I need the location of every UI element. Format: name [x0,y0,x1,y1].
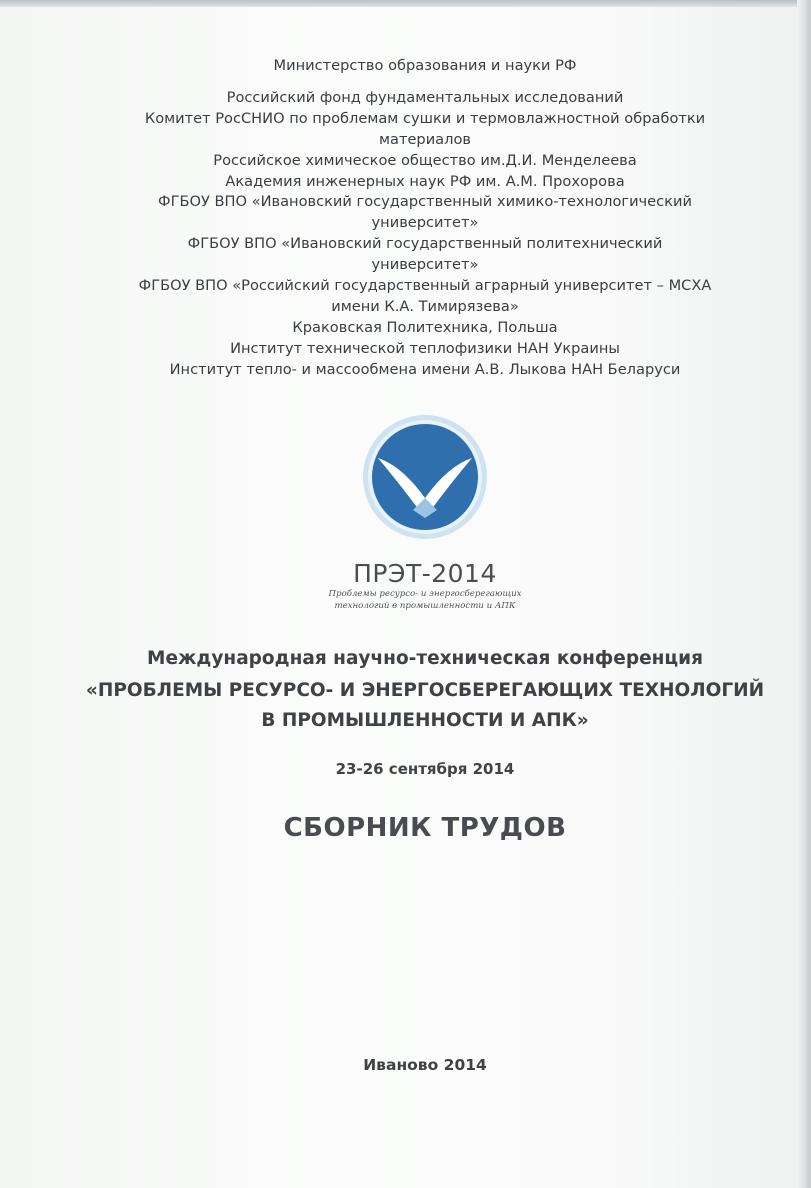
page-right-edge [797,0,811,1188]
conference-title [60,642,790,736]
conference-name-line2: В ПРОМЫШЛЕННОСТИ И АПК» [261,710,589,731]
page-top-edge [0,0,811,7]
organizer-line: Институт технической теплофизики НАН Украины [230,339,620,357]
organizer-line: Институт тепло- и массообмена имени А.В. Лыкова НАН Беларуси [169,360,681,378]
organizer-line: Академия инженерных наук РФ им. А.М. Прохорова [225,172,625,190]
organizer-line: Российское химическое общество им.Д.И. Менделеева [213,151,637,169]
organizer-line: ФГБОУ ВПО «Ивановский государственный химико-технологический [158,193,692,211]
conference-subtitle-line2: технологий в промышленности и АПК [334,600,516,611]
organizer-line: университет» [371,214,479,232]
organizers-list [130,56,720,381]
conference-abbreviation: ПРЭТ-2014 [353,559,497,588]
organizer-line: Комитет РосСНИО по проблемам сушки и термовлажностной обработки [144,109,706,127]
organizer-ministry: Министерство образования и науки РФ [273,57,577,74]
document-type-heading: СБОРНИК ТРУДОВ [283,813,567,843]
organizer-line: имени К.А. Тимирязева» [331,297,519,315]
organizer-line: материалов [379,130,471,148]
conference-emblem-svg [362,414,488,540]
conference-label [325,560,525,611]
conference-dates: 23-26 сентября 2014 [335,760,515,778]
publication-place-year: Иваново 2014 [363,1056,487,1074]
conference-type: Международная научно-техническая конференция [147,648,703,669]
conference-name-line1: «ПРОБЛЕМЫ РЕСУРСО- И ЭНЕРГОСБЕРЕГАЮЩИХ ТЕХНОЛОГИЙ [85,680,765,701]
organizer-line: ФГБОУ ВПО «Российский государственный аграрный университет – МСХА [138,277,712,295]
organizer-line: Краковская Политехника, Польша [292,318,558,336]
organizer-line: ФГБОУ ВПО «Ивановский государственный политехнический [187,235,663,253]
organizer-line: университет» [371,256,479,274]
organizer-line: Российский фонд фундаментальных исследований [226,88,624,106]
conference-subtitle-line1: Проблемы ресурсо- и энергосберегающих [328,589,522,599]
conference-emblem-icon [362,414,488,540]
